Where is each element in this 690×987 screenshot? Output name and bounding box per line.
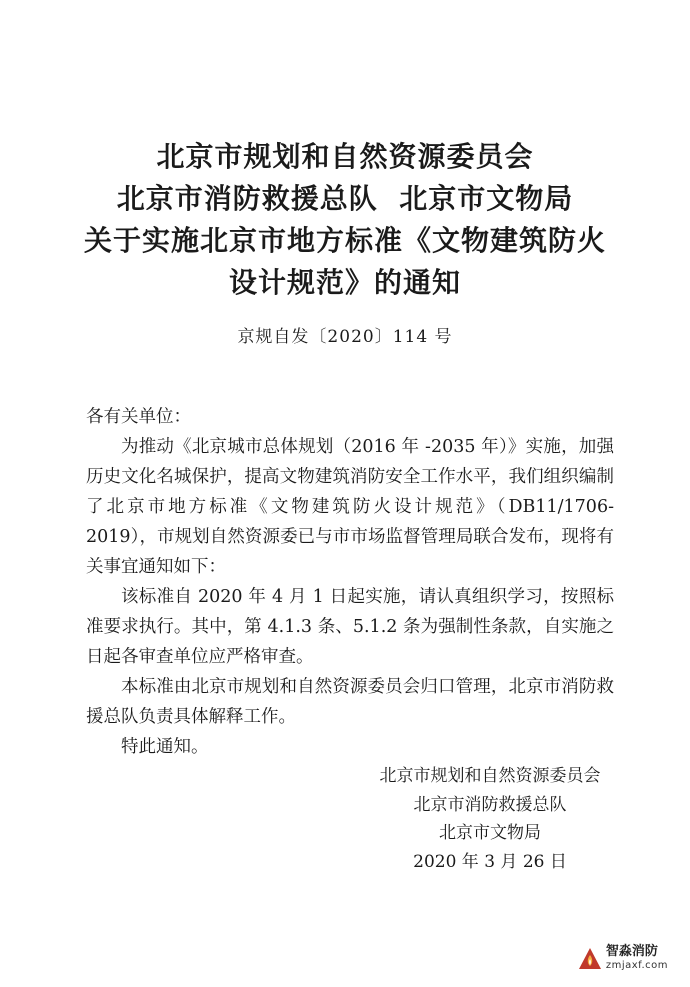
signature-date: 2020 年 3 月 26 日: [413, 851, 567, 872]
signature-issuer-2: 北京市消防救援总队: [413, 794, 567, 815]
body-paragraph-1: 为推动《北京城市总体规划（2016 年 -2035 年）》实施，加强历史文化名城保护，提高文物建筑消防安全工作水平，我们组织编制了北京市地方标准《文物建筑防火设计规范》（DB11/1706-2019），市规划自然资源委已与市市场监督管理局联合发布，现将有关事宜通知如下：: [86, 437, 614, 577]
title-line-1: 北京市规划和自然资源委员会: [156, 140, 534, 173]
notice-title: [0, 136, 690, 304]
signature-issuer-3: 北京市文物局: [439, 823, 541, 843]
title-line-2: 北京市消防救援总队 北京市文物局: [116, 182, 574, 215]
notice-body: [86, 402, 614, 762]
watermark-url: zmjaxf.com: [605, 960, 668, 971]
signature-issuer-1: 北京市规划和自然资源委员会: [379, 766, 601, 786]
body-paragraph-4: 特此通知。: [121, 737, 209, 757]
watermark-name: 智淼消防: [605, 944, 658, 959]
flame-logo-icon: [578, 947, 602, 971]
site-watermark: [578, 945, 668, 973]
body-paragraph-3: 本标准由北京市规划和自然资源委员会归口管理，北京市消防救援总队负责具体解释工作。: [86, 677, 614, 727]
title-line-3: 关于实施北京市地方标准《文物建筑防火: [83, 224, 606, 257]
document-number: 京规自发〔2020〕114 号: [237, 327, 453, 347]
signature-block: [330, 762, 650, 876]
body-paragraph-2: 该标准自 2020 年 4 月 1 日起实施，请认真组织学习，按照标准要求执行。其中，第 4.1.3 条、5.1.2 条为强制性条款，自实施之日起各审查单位应严格审查。: [86, 587, 614, 667]
title-line-4: 设计规范》的通知: [228, 266, 461, 299]
salutation: 各有关单位：: [86, 407, 191, 427]
